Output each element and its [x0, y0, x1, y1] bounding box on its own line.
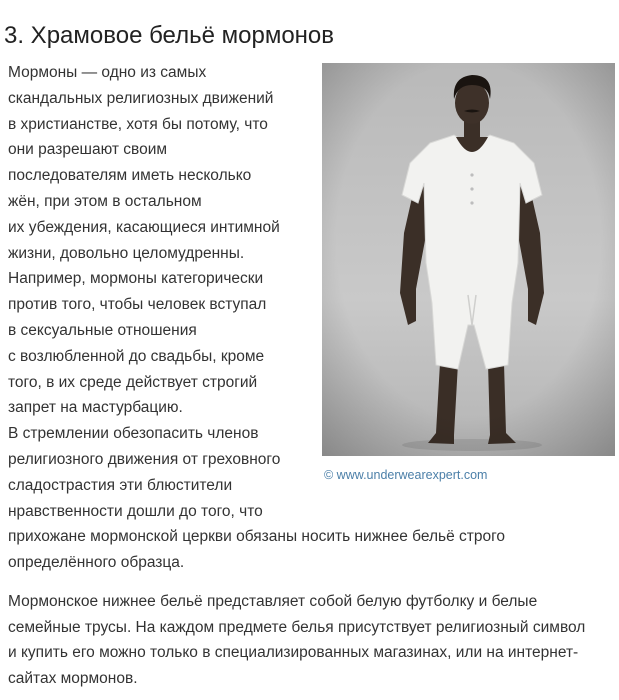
text-line: сладострастия эти блюстители	[8, 476, 233, 494]
text-line: сайтах мормонов.	[8, 669, 138, 687]
text-line: того, в их среде действует строгий	[8, 373, 258, 391]
text-line: Например, мормоны категорически	[8, 270, 264, 288]
text-line: они разрешают своим	[8, 141, 168, 159]
text-line: и купить его можно только в специализированных магазинах, или на интернет-	[8, 644, 579, 662]
text-line: жён, при этом в остальном	[8, 192, 202, 210]
article-title: 3. Храмовое бельё мормонов	[4, 22, 335, 50]
text-line: запрет на мастурбацию.	[8, 399, 183, 417]
text-line: Мормонское нижнее бельё представляет собой белую футболку и белые	[8, 593, 538, 610]
text-line: определённого образца.	[8, 554, 185, 572]
text-line: против того, чтобы человек вступал	[8, 296, 267, 314]
text-line: их убеждения, касающиеся интимной	[8, 218, 280, 236]
text-line: Мормоны — одно из самых	[8, 64, 207, 81]
text-line: с возлюбленной до свадьбы, кроме	[8, 347, 265, 365]
text-line: В стремлении обезопасить членов	[8, 425, 259, 443]
photo-illustration	[322, 63, 615, 456]
text-line: семейные трусы. На каждом предмете белья присутствует религиозный символ	[8, 618, 586, 636]
text-line: жизни, довольно целомудренны.	[8, 244, 245, 262]
text-line: религиозного движения от греховного	[8, 450, 281, 468]
text-line: нравственности дошли до того, что	[8, 502, 263, 520]
text-line: в христианстве, хотя бы потому, что	[8, 115, 268, 133]
paragraph-2	[8, 589, 585, 691]
text-line: прихожане мормонской церкви обязаны носить нижнее бельё строго	[8, 528, 506, 546]
text-line: скандальных религиозных движений	[8, 89, 274, 107]
photo-caption[interactable]: © www.underwearexpert.com	[324, 468, 488, 482]
text-line: в сексуальные отношения	[8, 321, 197, 339]
photo-man-in-mormon-underwear	[322, 63, 615, 456]
text-line: последователям иметь несколько	[8, 167, 252, 185]
